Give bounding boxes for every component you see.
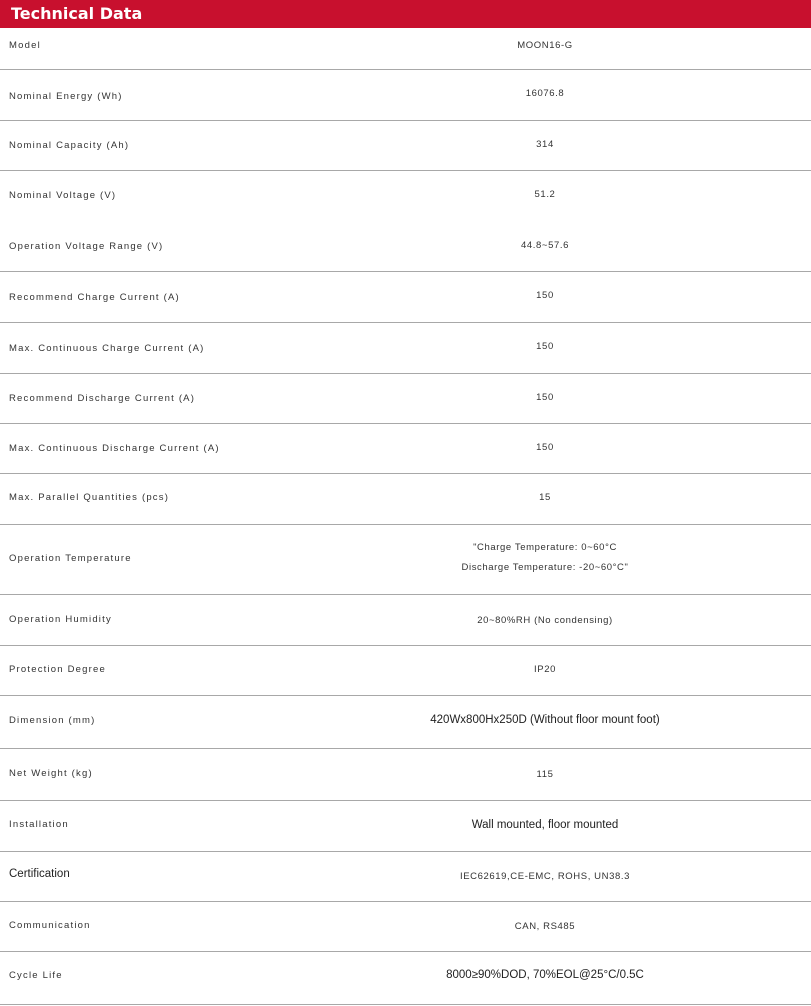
row-label: Operation Humidity [9,614,112,625]
table-row [0,474,811,525]
row-label: Operation Temperature [9,553,132,564]
row-value: Wall mounted, floor mounted [471,819,619,831]
row-value: 150 [536,392,554,403]
row-value: 16076.8 [525,88,565,99]
row-value-line2: Discharge Temperature: -20~60°C" [461,562,629,573]
table-row [0,374,811,424]
row-label: Nominal Energy (Wh) [9,91,123,102]
table-row [0,801,811,852]
row-value: MOON16-G [517,40,573,51]
row-label: Installation [9,819,69,830]
table-row [0,696,811,749]
row-label: Operation Voltage Range (V) [9,241,164,252]
table-row [0,424,811,474]
row-value: 20~80%RH (No condensing) [477,615,613,626]
row-value: 150 [536,442,554,453]
row-value: 15 [539,492,551,503]
row-label: Nominal Voltage (V) [9,190,117,201]
row-value: 314 [536,139,554,150]
table-row [0,902,811,952]
row-value: 51.2 [534,189,556,200]
row-label: Model [9,40,41,51]
row-label: Max. Parallel Quantities (pcs) [9,492,170,503]
row-label: Max. Continuous Charge Current (A) [9,343,205,354]
row-label: Nominal Capacity (Ah) [9,140,130,151]
table-row [0,70,811,121]
row-value: CAN, RS485 [514,921,576,932]
row-value: 8000≥90%DOD, 70%EOL@25°C/0.5C [446,969,644,981]
row-label: Protection Degree [9,664,106,675]
row-label: Cycle Life [9,970,63,981]
table-row [0,595,811,646]
row-label: Communication [9,920,91,931]
table-row [0,272,811,323]
row-label: Certification [9,868,70,880]
table-row [0,323,811,374]
row-value-line1: "Charge Temperature: 0~60°C [473,542,617,553]
table-row [0,646,811,696]
table-row [0,171,811,272]
table-row [0,749,811,801]
table-row [0,525,811,595]
row-value: IP20 [534,664,556,675]
section-title: Technical Data [0,0,811,28]
row-label: Dimension (mm) [9,715,96,726]
row-label: Recommend Discharge Current (A) [9,393,196,404]
row-label: Recommend Charge Current (A) [9,292,180,303]
table-row [0,852,811,902]
row-value: 150 [536,341,554,352]
table-row [0,28,811,70]
row-value: IEC62619,CE-EMC, ROHS, UN38.3 [460,871,630,882]
row-value: 420Wx800Hx250D (Without floor mount foot) [430,714,660,726]
row-label: Net Weight (kg) [9,768,93,779]
row-value: 150 [536,290,554,301]
row-value: 115 [536,769,554,780]
row-label: Max. Continuous Discharge Current (A) [9,443,220,454]
table-row [0,952,811,1005]
row-value: 44.8~57.6 [521,240,569,251]
table-row [0,121,811,171]
